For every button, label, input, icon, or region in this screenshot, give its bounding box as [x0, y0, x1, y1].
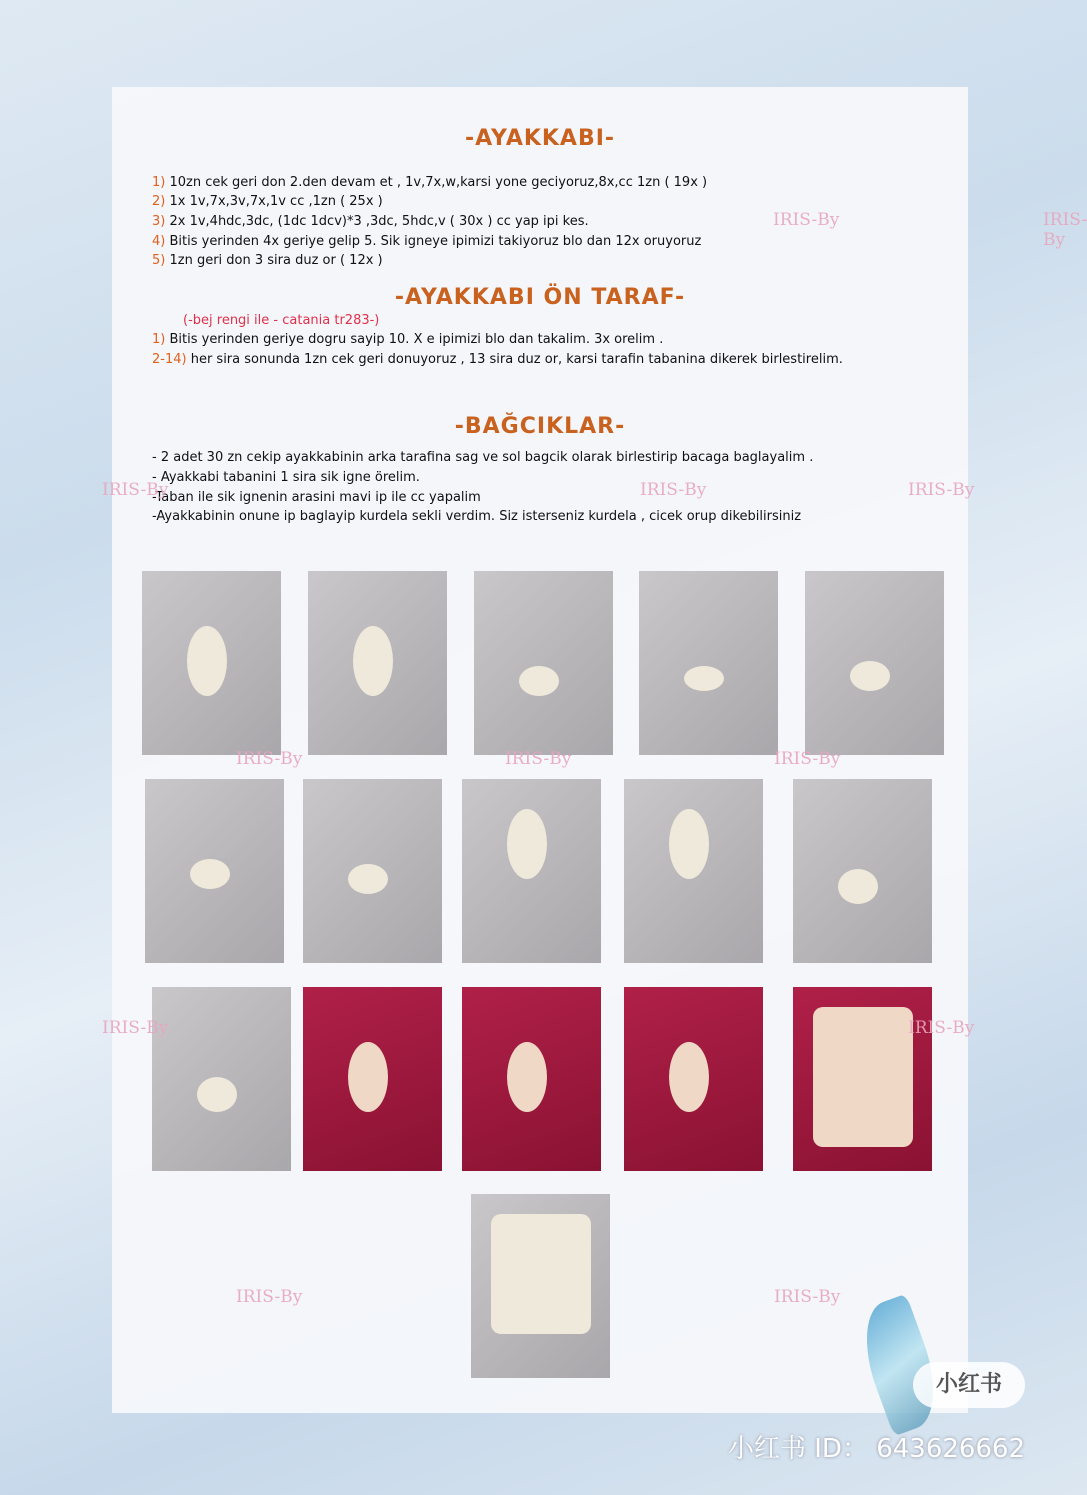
- section-title-on-taraf: -AYAKKABI ÖN TARAF-: [394, 285, 686, 310]
- step-photo: [145, 779, 284, 963]
- step-photo: [308, 571, 447, 755]
- step-line: - 2 adet 30 zn cekip ayakkabinin arka tarafina sag ve sol bagcik olarak birlestirip bacaga baglayalim .: [152, 450, 814, 465]
- step-line: 3) 2x 1v,4hdc,3dc, (1dc 1dcv)*3 ,3dc, 5hdc,v ( 30x ) cc yap ipi kes.: [152, 214, 589, 229]
- section-title-ayakkabi: -AYAKKABI-: [464, 126, 616, 151]
- watermark: IRIS-By: [102, 480, 169, 500]
- step-photo: [639, 571, 778, 755]
- step-photo: [303, 987, 442, 1171]
- step-photo: [805, 571, 944, 755]
- watermark: IRIS-By: [1043, 210, 1087, 250]
- step-line: 1) 10zn cek geri don 2.den devam et , 1v,7x,w,karsi yone geciyoruz,8x,cc 1zn ( 19x ): [152, 175, 708, 190]
- section-title-bagciklar: -BAĞCIKLAR-: [454, 414, 626, 439]
- step-photo: [303, 779, 442, 963]
- step-photo: [142, 571, 281, 755]
- watermark: IRIS-By: [640, 480, 707, 500]
- section-subtitle: (-bej rengi ile - catania tr283-): [183, 313, 380, 328]
- step-line: 2) 1x 1v,7x,3v,7x,1v cc ,1zn ( 25x ): [152, 194, 383, 209]
- watermark: IRIS-By: [773, 210, 840, 230]
- step-photo: [462, 779, 601, 963]
- step-line: -Taban ile sik ignenin arasini mavi ip ile cc yapalim: [152, 490, 481, 505]
- step-line: 4) Bitis yerinden 4x geriye gelip 5. Sik igneye ipimizi takiyoruz blo dan 12x oruyoruz: [152, 234, 702, 249]
- step-line: -Ayakkabinin onune ip baglayip kurdela sekli verdim. Siz isterseniz kurdela , cicek orup dikebilirsiniz: [152, 509, 802, 524]
- watermark: IRIS-By: [774, 749, 841, 769]
- xiaohongshu-badge: 小红书: [913, 1362, 1025, 1408]
- step-photo: [152, 987, 291, 1171]
- step-photo: [474, 571, 613, 755]
- step-line: 1) Bitis yerinden geriye dogru sayip 10. X e ipimizi blo dan takalim. 3x orelim .: [152, 332, 664, 347]
- watermark: IRIS-By: [236, 749, 303, 769]
- watermark: IRIS-By: [505, 749, 572, 769]
- step-photo: [624, 987, 763, 1171]
- watermark: IRIS-By: [102, 1018, 169, 1038]
- step-photo: [624, 779, 763, 963]
- step-photo: [462, 987, 601, 1171]
- watermark: IRIS-By: [908, 1018, 975, 1038]
- watermark: IRIS-By: [774, 1287, 841, 1307]
- step-line: - Ayakkabi tabanini 1 sira sik igne örelim.: [152, 470, 420, 485]
- step-photo: [471, 1194, 610, 1378]
- step-photo: [793, 779, 932, 963]
- step-line: 5) 1zn geri don 3 sira duz or ( 12x ): [152, 253, 383, 268]
- footer-id: 小红书 ID： 643626662: [728, 1434, 1026, 1464]
- step-photo: [793, 987, 932, 1171]
- watermark: IRIS-By: [236, 1287, 303, 1307]
- watermark: IRIS-By: [908, 480, 975, 500]
- step-line: 2-14) her sira sonunda 1zn cek geri donuyoruz , 13 sira duz or, karsi tarafin tabanina dikerek birlestirelim.: [152, 352, 843, 367]
